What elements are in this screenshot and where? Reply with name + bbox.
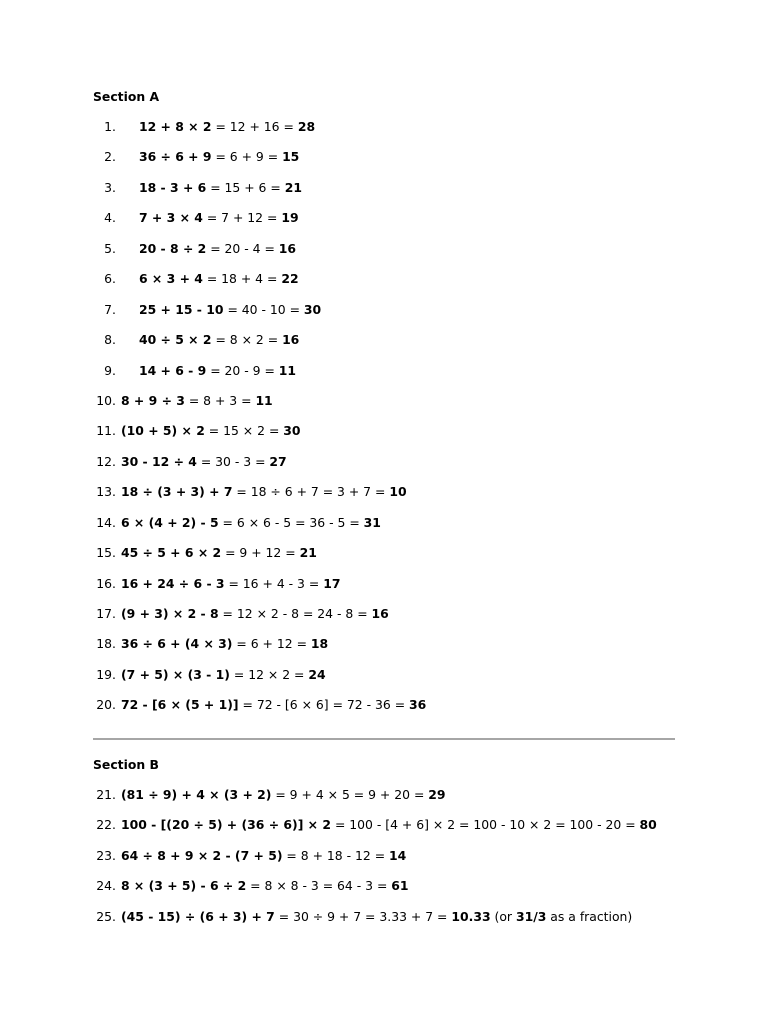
problem-answer: 36 xyxy=(409,697,427,713)
problem-answer: 27 xyxy=(269,453,287,469)
problem-number: 19. xyxy=(96,666,116,682)
problem-expression: 16 + 24 ÷ 6 - 3 xyxy=(121,575,225,591)
problem-steps: = 12 × 2 - 8 = 24 - 8 = xyxy=(218,606,372,621)
problem-steps: = 12 × 2 = xyxy=(229,666,309,682)
problem-item xyxy=(93,817,657,847)
problem-answer: 21 xyxy=(299,545,317,561)
problem-steps: = 8 × 2 = xyxy=(211,332,283,348)
problem-steps: = 16 + 4 - 3 = xyxy=(224,575,324,591)
section-b-heading: Section B xyxy=(93,757,159,772)
problem-expression: 45 ÷ 5 + 6 × 2 xyxy=(121,545,222,561)
problem-number: 10. xyxy=(96,392,116,408)
problem-answer: 61 xyxy=(391,878,409,894)
problem-expression: (7 + 5) × (3 - 1) xyxy=(121,666,230,682)
problem-number: 17. xyxy=(96,606,116,621)
section-a-heading: Section A xyxy=(93,89,160,104)
problem-item xyxy=(93,636,426,666)
problem-steps: = 15 × 2 = xyxy=(204,423,284,439)
problem-item xyxy=(93,484,426,514)
problem-answer: 16 xyxy=(371,606,389,621)
section-a-problem-list xyxy=(93,119,426,728)
problem-steps: = 6 + 12 = xyxy=(232,636,311,652)
problem-expression: (10 + 5) × 2 xyxy=(121,423,205,439)
problem-steps: = 20 - 9 = xyxy=(206,362,279,378)
problem-number: 24. xyxy=(96,878,116,894)
problem-steps: = 8 × 8 - 3 = 64 - 3 = xyxy=(246,878,392,894)
problem-expression: 8 × (3 + 5) - 6 ÷ 2 xyxy=(121,878,247,894)
problem-item xyxy=(93,423,426,453)
problem-expression: 14 + 6 - 9 xyxy=(139,362,207,378)
problem-answer: 19 xyxy=(281,210,299,226)
problem-item xyxy=(93,149,426,179)
problem-steps: = 9 + 12 = xyxy=(221,545,300,561)
problem-answer: 17 xyxy=(323,575,341,591)
problem-item xyxy=(93,332,426,362)
problem-steps: = 18 + 4 = xyxy=(202,271,282,287)
problem-steps: = 20 - 4 = xyxy=(206,240,279,256)
problem-answer: 11 xyxy=(278,362,297,378)
problem-item xyxy=(93,697,426,727)
problem-item xyxy=(93,515,426,545)
section-divider xyxy=(93,738,675,740)
problem-item xyxy=(93,393,426,423)
problem-steps: = 6 × 6 - 5 = 36 - 5 = xyxy=(218,514,364,530)
problem-item xyxy=(93,576,426,606)
problem-answer: 14 xyxy=(389,847,407,863)
problem-expression: 7 + 3 × 4 xyxy=(139,210,203,226)
problem-number: 2. xyxy=(104,149,116,165)
problem-expression: 6 × (4 + 2) - 5 xyxy=(121,514,219,530)
problem-answer: 80 xyxy=(639,817,657,833)
problem-number: 3. xyxy=(104,179,116,195)
problem-steps: = 18 ÷ 6 + 7 = 3 + 7 = xyxy=(232,484,390,500)
problem-expression: 18 - 3 + 6 xyxy=(139,179,207,195)
problem-expression: (9 + 3) × 2 - 8 xyxy=(121,606,219,621)
problem-item xyxy=(93,180,426,210)
problem-expression: (81 ÷ 9) + 4 × (3 + 2) xyxy=(121,787,272,802)
problem-item xyxy=(93,667,426,697)
problem-steps: = 6 + 9 = xyxy=(211,149,283,165)
problem-item xyxy=(93,363,426,393)
problem-number: 14. xyxy=(96,514,116,530)
problem-answer: 11 xyxy=(255,392,273,408)
problem-expression: 12 + 8 × 2 xyxy=(139,119,212,134)
problem-answer: 15 xyxy=(282,149,300,165)
problem-answer: 22 xyxy=(281,271,299,287)
problem-expression: 30 - 12 ÷ 4 xyxy=(121,453,197,469)
problem-steps: = 72 - [6 × 6] = 72 - 36 = xyxy=(238,697,410,713)
problem-number: 12. xyxy=(96,453,116,469)
problem-number: 23. xyxy=(96,847,116,863)
problem-item xyxy=(93,271,426,301)
problem-steps: = 8 + 18 - 12 = xyxy=(282,847,390,863)
problem-expression: 18 ÷ (3 + 3) + 7 xyxy=(121,484,233,500)
problem-answer: 10.33 xyxy=(451,908,491,924)
problem-expression: 6 × 3 + 4 xyxy=(139,271,203,287)
problem-item xyxy=(93,787,657,817)
problem-number: 5. xyxy=(104,240,116,256)
problem-expression: 25 + 15 - 10 xyxy=(139,301,224,317)
problem-item xyxy=(93,909,657,939)
problem-item xyxy=(93,119,426,149)
problem-answer: 24 xyxy=(308,666,326,682)
problem-number: 13. xyxy=(96,484,116,500)
problem-expression: 100 - [(20 ÷ 5) + (36 ÷ 6)] × 2 xyxy=(121,817,331,833)
problem-steps: = 30 - 3 = xyxy=(196,453,270,469)
problem-steps: = 8 + 3 = xyxy=(184,392,256,408)
problem-steps: = 9 + 4 × 5 = 9 + 20 = xyxy=(271,787,429,802)
problem-number: 20. xyxy=(96,697,116,713)
problem-expression: 64 ÷ 8 + 9 × 2 - (7 + 5) xyxy=(121,847,283,863)
problem-number: 8. xyxy=(104,332,116,348)
problem-expression: 8 + 9 ÷ 3 xyxy=(121,392,185,408)
problem-number: 1. xyxy=(104,119,116,134)
problem-answer: 30 xyxy=(303,301,322,317)
problem-answer: 16 xyxy=(278,240,297,256)
problem-number: 16. xyxy=(96,575,116,591)
answer-note-close: as a fraction) xyxy=(546,908,633,924)
problem-item xyxy=(93,210,426,240)
problem-item xyxy=(93,241,426,271)
problem-number: 4. xyxy=(104,210,116,226)
problem-steps: = 40 - 10 = xyxy=(223,301,304,317)
problem-expression: 36 ÷ 6 + 9 xyxy=(139,149,212,165)
problem-number: 18. xyxy=(96,636,116,652)
problem-number: 15. xyxy=(96,545,116,561)
problem-answer: 30 xyxy=(283,423,301,439)
problem-answer: 18 xyxy=(310,636,329,652)
problem-number: 25. xyxy=(96,908,116,924)
problem-answer: 21 xyxy=(284,179,302,195)
problem-steps: = 7 + 12 = xyxy=(202,210,282,226)
answer-note-open: (or xyxy=(490,908,516,924)
problem-answer: 28 xyxy=(297,119,316,134)
problem-number: 22. xyxy=(96,817,116,833)
problem-answer: 31 xyxy=(363,514,381,530)
problem-number: 11. xyxy=(96,423,116,439)
problem-steps: = 100 - [4 + 6] × 2 = 100 - 10 × 2 = 100 - 20 = xyxy=(331,817,640,833)
problem-item xyxy=(93,848,657,878)
answer-fraction: 31/3 xyxy=(515,908,547,924)
problem-item xyxy=(93,302,426,332)
problem-answer: 10 xyxy=(389,484,407,500)
problem-steps: = 30 ÷ 9 + 7 = 3.33 + 7 = xyxy=(274,908,452,924)
problem-expression: 40 ÷ 5 × 2 xyxy=(139,332,212,348)
problem-item xyxy=(93,878,657,908)
problem-number: 21. xyxy=(96,787,116,802)
section-b-problem-list xyxy=(93,787,657,939)
problem-item xyxy=(93,545,426,575)
problem-item xyxy=(93,454,426,484)
problem-number: 6. xyxy=(104,271,116,287)
problem-expression: (45 - 15) ÷ (6 + 3) + 7 xyxy=(121,908,275,924)
problem-expression: 20 - 8 ÷ 2 xyxy=(139,240,207,256)
problem-steps: = 15 + 6 = xyxy=(206,179,285,195)
problem-steps: = 12 + 16 = xyxy=(211,119,298,134)
problem-number: 9. xyxy=(104,362,116,378)
problem-item xyxy=(93,606,426,636)
problem-answer: 16 xyxy=(282,332,300,348)
problem-answer: 29 xyxy=(428,787,446,802)
problem-expression: 72 - [6 × (5 + 1)] xyxy=(121,697,239,713)
problem-expression: 36 ÷ 6 + (4 × 3) xyxy=(121,636,233,652)
problem-number: 7. xyxy=(104,301,116,317)
